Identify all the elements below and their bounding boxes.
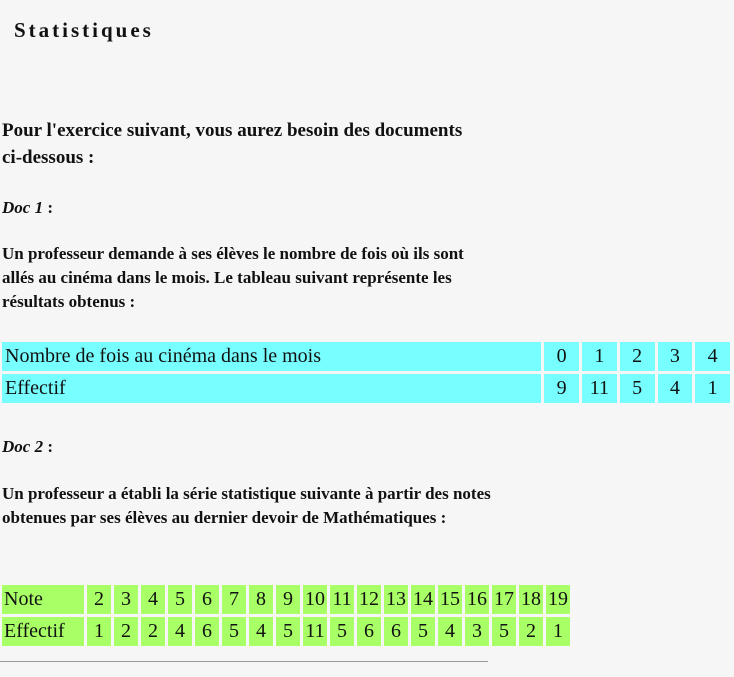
table-cell: 2 xyxy=(87,585,111,614)
table-header-cell: Effectif xyxy=(2,617,84,646)
page-title: Statistiques xyxy=(14,18,154,42)
intro-paragraph: Pour l'exercice suivant, vous aurez besoin des documents ci-dessous : xyxy=(2,120,463,168)
table-cell: 4 xyxy=(141,585,165,614)
doc1-label-name: Doc 1 xyxy=(2,198,44,217)
doc1-description: Un professeur demande à ses élèves le nombre de fois où ils sont allés au cinéma dans le mois. Le tableau suivant représente les résultats obtenus : xyxy=(2,244,464,311)
grades-frequency-table xyxy=(0,582,573,649)
table-cell: 14 xyxy=(411,585,435,614)
table-cell: 4 xyxy=(168,617,192,646)
table-cell: 1 xyxy=(87,617,111,646)
table-cell: 18 xyxy=(519,585,543,614)
doc1-label xyxy=(2,195,482,221)
table-cell: 2 xyxy=(114,617,138,646)
table-row xyxy=(2,374,730,403)
table-cell: 5 xyxy=(411,617,435,646)
table-cell: 5 xyxy=(330,617,354,646)
table-cell: 6 xyxy=(195,585,219,614)
table-cell: 6 xyxy=(384,617,408,646)
table-header-cell: Note xyxy=(2,585,84,614)
doc2-label-name: Doc 2 xyxy=(2,437,44,456)
table-cell: 5 xyxy=(620,374,655,403)
table-cell: 2 xyxy=(519,617,543,646)
table-cell: 4 xyxy=(249,617,273,646)
table-cell: 3 xyxy=(658,342,693,371)
table-cell: 8 xyxy=(249,585,273,614)
table-cell: 0 xyxy=(544,342,579,371)
table-cell: 7 xyxy=(222,585,246,614)
table-cell: 15 xyxy=(438,585,462,614)
table-cell: 4 xyxy=(658,374,693,403)
table-cell: 9 xyxy=(276,585,300,614)
table-cell: 17 xyxy=(492,585,516,614)
table-row xyxy=(2,342,730,371)
table-header-cell: Nombre de fois au cinéma dans le mois xyxy=(2,342,541,371)
table-cell: 5 xyxy=(492,617,516,646)
table-cell: 3 xyxy=(465,617,489,646)
table-cell: 2 xyxy=(620,342,655,371)
table-cell: 2 xyxy=(141,617,165,646)
table-cell: 11 xyxy=(582,374,617,403)
doc2-label xyxy=(2,434,482,460)
table-cell: 3 xyxy=(114,585,138,614)
table-cell: 9 xyxy=(544,374,579,403)
table-cell: 6 xyxy=(357,617,381,646)
cinema-frequency-table xyxy=(0,339,733,406)
table-cell: 11 xyxy=(330,585,354,614)
table-cell: 5 xyxy=(276,617,300,646)
table-cell: 13 xyxy=(384,585,408,614)
doc1-label-suffix: : xyxy=(43,198,53,217)
table-cell: 11 xyxy=(303,617,327,646)
table-cell: 10 xyxy=(303,585,327,614)
table-cell: 4 xyxy=(438,617,462,646)
table-cell: 1 xyxy=(582,342,617,371)
doc2-label-suffix: : xyxy=(43,437,53,456)
table-cell: 5 xyxy=(222,617,246,646)
table-cell: 1 xyxy=(695,374,730,403)
table-cell: 16 xyxy=(465,585,489,614)
table-cell: 6 xyxy=(195,617,219,646)
table-cell: 4 xyxy=(695,342,730,371)
table-row xyxy=(2,585,570,614)
horizontal-divider xyxy=(0,661,488,662)
table-cell: 1 xyxy=(546,617,570,646)
table-cell: 12 xyxy=(357,585,381,614)
table-cell: 19 xyxy=(546,585,570,614)
doc2-description: Un professeur a établi la série statistique suivante à partir des notes obtenues par ses élèves au dernier devoir de Mathématiques : xyxy=(2,484,491,527)
table-header-cell: Effectif xyxy=(2,374,541,403)
table-row xyxy=(2,617,570,646)
table-cell: 5 xyxy=(168,585,192,614)
